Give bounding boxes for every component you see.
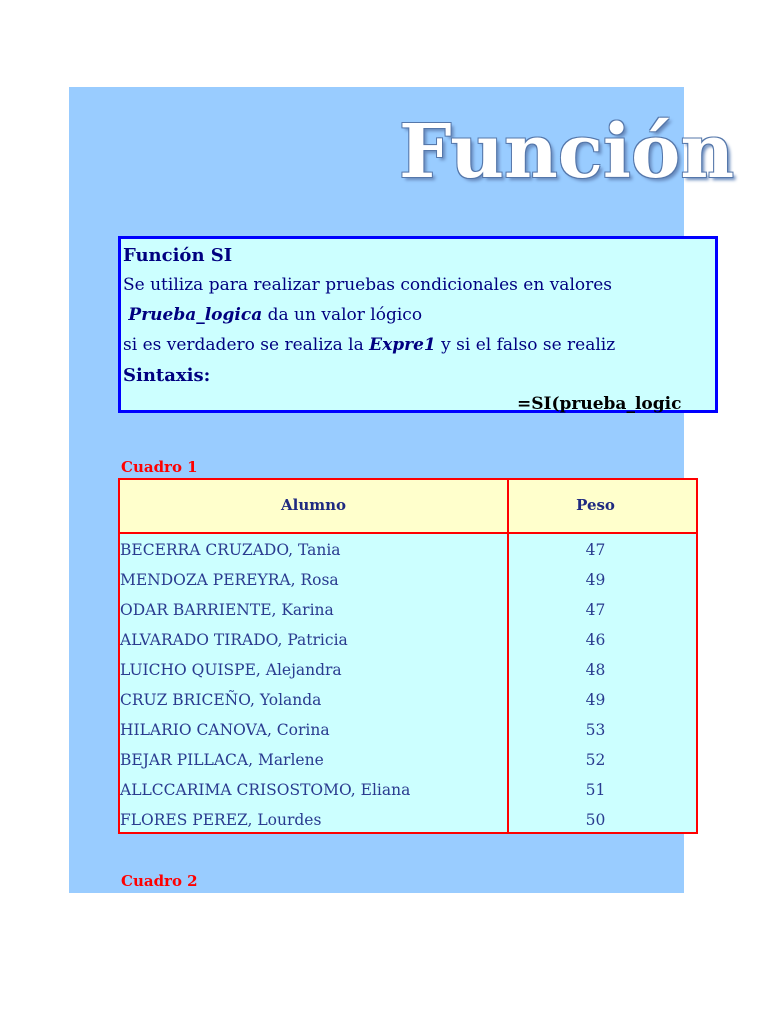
expre1-term: Expre1	[369, 335, 436, 355]
info-false-text: y si el falso se realiz	[435, 335, 616, 355]
cell-alumno: ALVARADO TIRADO, Patricia	[120, 631, 348, 649]
cell-alumno: FLORES PEREZ, Lourdes	[120, 811, 322, 829]
info-box	[118, 236, 718, 413]
table-row[interactable]	[120, 715, 696, 745]
info-logical-test-text: da un valor lógico	[262, 305, 423, 325]
syntax-formula: =SI(prueba_logic	[517, 394, 682, 414]
cell-peso: 49	[585, 691, 606, 709]
header-alumno: Alumno	[280, 496, 347, 514]
info-description: Se utiliza para realizar pruebas condicionales en valores	[123, 275, 613, 295]
table-row[interactable]	[120, 745, 696, 775]
cell-peso: 47	[585, 541, 606, 559]
info-true-text: si es verdadero se realiza la	[123, 335, 370, 355]
header-peso: Peso	[576, 496, 615, 514]
table-row[interactable]	[120, 565, 696, 595]
cell-peso: 52	[585, 751, 606, 769]
cell-alumno: HILARIO CANOVA, Corina	[120, 721, 330, 739]
spreadsheet-sheet	[69, 87, 735, 893]
cuadro-2-label: Cuadro 2	[121, 872, 198, 890]
cell-alumno: BECERRA CRUZADO, Tania	[120, 541, 341, 559]
cell-alumno: LUICHO QUISPE, Alejandra	[120, 661, 342, 679]
table-row[interactable]	[120, 775, 696, 805]
cell-alumno: CRUZ BRICEÑO, Yolanda	[120, 691, 322, 709]
info-heading: Función SI	[123, 245, 233, 266]
cell-alumno: ODAR BARRIENTE, Karina	[120, 601, 334, 619]
table-row[interactable]	[120, 625, 696, 655]
table-row[interactable]	[120, 655, 696, 685]
info-true-false	[123, 335, 615, 355]
table-row[interactable]	[120, 535, 696, 565]
cell-peso: 46	[585, 631, 606, 649]
table-row[interactable]	[120, 805, 696, 835]
table-header	[120, 480, 696, 534]
cell-peso: 50	[585, 811, 606, 829]
cell-alumno: ALLCCARIMA CRISOSTOMO, Eliana	[120, 781, 411, 799]
cell-peso: 49	[585, 571, 606, 589]
cell-peso: 53	[585, 721, 606, 739]
cuadro-1-table	[118, 478, 698, 834]
cuadro-1-label: Cuadro 1	[121, 458, 198, 476]
table-row[interactable]	[120, 595, 696, 625]
sintaxis-label: Sintaxis:	[123, 365, 211, 386]
info-logical-test	[123, 305, 422, 325]
page-title: Función	[399, 109, 735, 195]
prueba-logica-term: Prueba_logica	[128, 305, 263, 325]
cell-peso: 51	[585, 781, 606, 799]
cell-peso: 47	[585, 601, 606, 619]
cell-peso: 48	[585, 661, 606, 679]
cell-alumno: BEJAR PILLACA, Marlene	[120, 751, 324, 769]
cell-alumno: MENDOZA PEREYRA, Rosa	[120, 571, 339, 589]
table-row[interactable]	[120, 685, 696, 715]
